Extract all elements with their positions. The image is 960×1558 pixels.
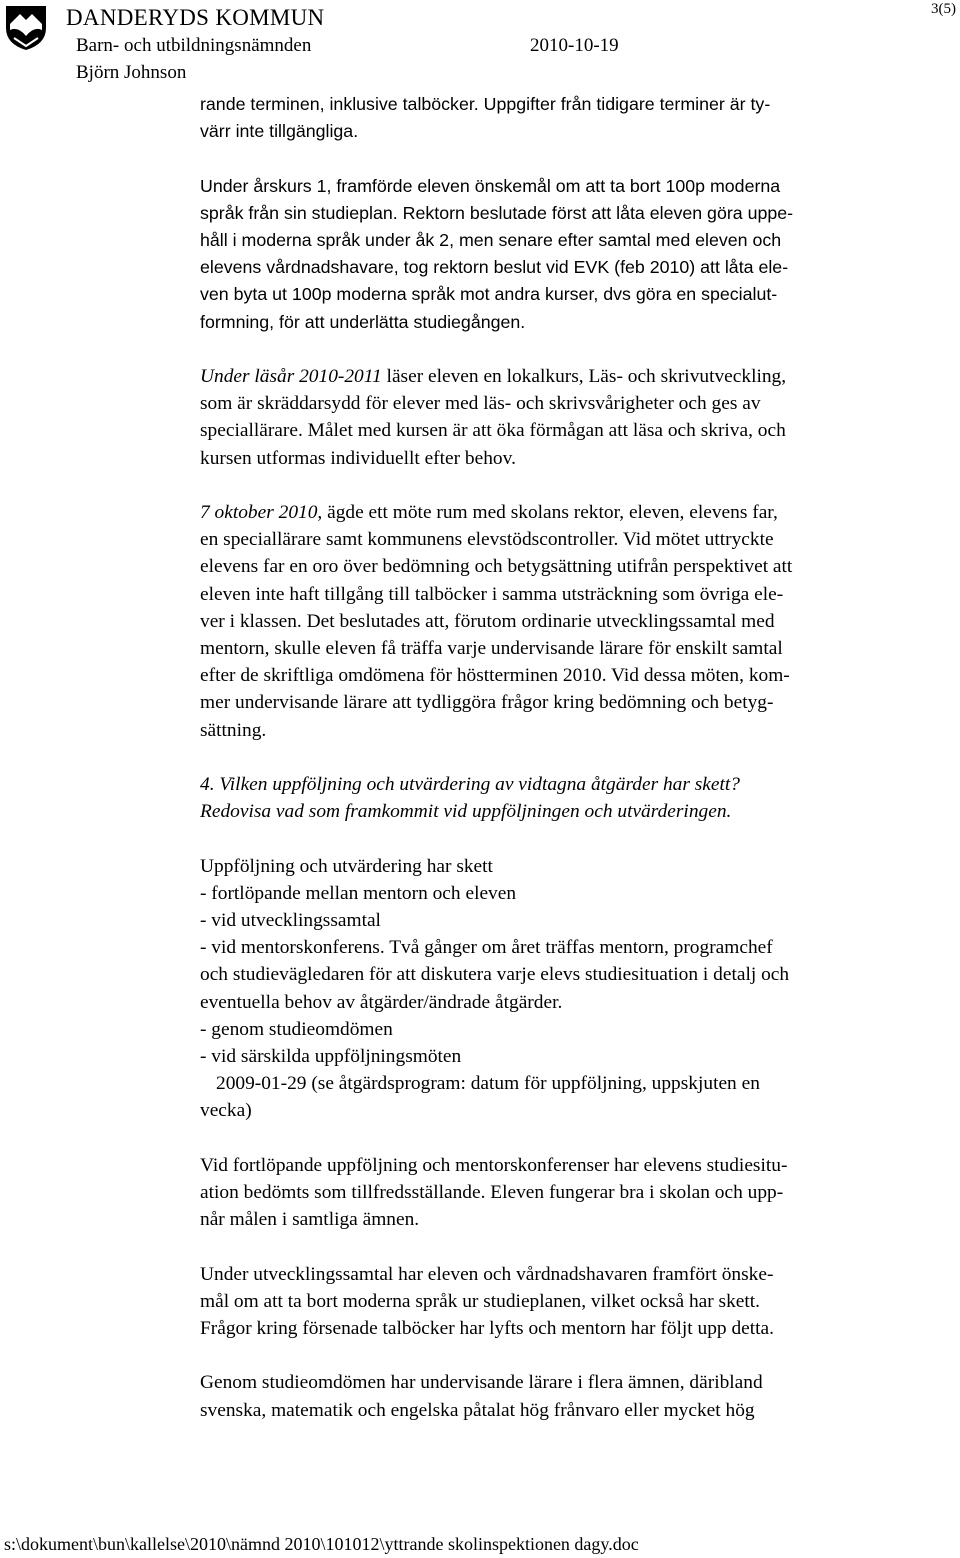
list-item: eventuella behov av åtgärder/ändrade åtgärder. bbox=[200, 991, 563, 1013]
paragraph-line: Genom studieomdömen har undervisande lärare i flera ämnen, däribland bbox=[200, 1372, 763, 1394]
paragraph-line: mentorn, skulle eleven få träffa varje undervisande lärare för enskilt samtal bbox=[200, 638, 783, 660]
paragraph-line: formning, för att underlätta studiegången. bbox=[200, 311, 526, 332]
text-run: , ägde ett möte rum med skolans rektor, eleven, elevens far, bbox=[317, 502, 778, 523]
header-author: Björn Johnson bbox=[76, 62, 187, 83]
paragraph-line: Frågor kring försenade talböcker har lyfts och mentorn har följt upp detta. bbox=[200, 1318, 774, 1340]
footer-file-path: s:\dokument\bun\kallelse\2010\nämnd 2010\101012\yttrande skolinspektionen dagy.doc bbox=[4, 1534, 639, 1554]
list-item: - vid utvecklingssamtal bbox=[200, 910, 381, 932]
paragraph-line bbox=[200, 363, 930, 390]
paragraph-line: Under årskurs 1, framförde eleven önskemål om att ta bort 100p moderna bbox=[200, 175, 781, 196]
paragraph-line: håll i moderna språk under åk 2, men senare efter samtal med eleven och bbox=[200, 230, 782, 250]
section-heading: Redovisa vad som framkommit vid uppföljningen och utvärderingen. bbox=[200, 801, 732, 823]
paragraph-line: når målen i samtliga ämnen. bbox=[200, 1209, 420, 1231]
list-item: - genom studieomdömen bbox=[200, 1018, 393, 1040]
paragraph-line: ation bedömts som tillfredsställande. Eleven fungerar bra i skolan och upp- bbox=[200, 1182, 784, 1204]
paragraph-line: en speciallärare samt kommunens elevstödscontroller. Vid mötet uttryckte bbox=[200, 529, 774, 551]
paragraph-line: värr inte tillgängliga. bbox=[200, 121, 359, 142]
text-run: läser eleven en lokalkurs, Läs- och skrivutveckling, bbox=[381, 366, 787, 387]
paragraph-line: eleven inte haft tillgång till talböcker i samma utsträckning som övriga ele- bbox=[200, 583, 784, 605]
list-item: Uppföljning och utvärdering har skett bbox=[200, 855, 493, 877]
list-item: vecka) bbox=[200, 1100, 252, 1122]
paragraph-line: ven byta ut 100p moderna språk mot andra kurser, dvs göra en specialut- bbox=[200, 284, 778, 305]
paragraph-line bbox=[200, 200, 930, 227]
header-board-name: Barn- och utbildningsnämnden bbox=[76, 35, 312, 56]
paragraph-line: speciallärare. Målet med kursen är att öka förmågan att läsa och skriva, och bbox=[200, 420, 786, 442]
paragraph-line: svenska, matematik och engelska påtalat hög frånvaro eller mycket hög bbox=[200, 1399, 755, 1421]
section-heading: 4. Vilken uppföljning och utvärdering av vidtagna åtgärder har skett? bbox=[200, 774, 740, 796]
list-item: - vid mentorskonferens. Två gånger om året träffas mentorn, programchef bbox=[200, 937, 773, 959]
paragraph-line: kursen utformas individuellt efter behov. bbox=[200, 447, 516, 469]
municipal-crest-icon bbox=[4, 4, 48, 52]
paragraph-line bbox=[200, 499, 930, 526]
paragraph-line: mål om att ta bort moderna språk ur studieplanen, vilket också har skett. bbox=[200, 1290, 761, 1312]
text-run: Rektorn beslutade först att låta eleven göra uppe- bbox=[397, 202, 794, 223]
document-body bbox=[200, 91, 930, 1424]
paragraph-line: elevens far en oro över bedömning och betygsättning utifrån perspektivet att bbox=[200, 556, 793, 578]
paragraph-line: Vid fortlöpande uppföljning och mentorskonferenser har elevens studiesitu- bbox=[200, 1154, 788, 1176]
paragraph-line: ver i klassen. Det beslutades att, förutom ordinarie utvecklingssamtal med bbox=[200, 610, 775, 632]
italic-lead: 7 oktober 2010 bbox=[200, 502, 318, 523]
page-number: 3(5) bbox=[931, 1, 956, 17]
header-organization: DANDERYDS KOMMUN bbox=[66, 5, 325, 30]
paragraph-line: efter de skriftliga omdömena för höstterminen 2010. Vid dessa möten, kom- bbox=[200, 665, 790, 687]
text-run: språk från sin studieplan. bbox=[200, 202, 398, 223]
list-item: - fortlöpande mellan mentorn och eleven bbox=[200, 882, 517, 904]
header-date: 2010-10-19 bbox=[530, 35, 619, 56]
list-item: - vid särskilda uppföljningsmöten bbox=[200, 1046, 462, 1068]
paragraph-line: mer undervisande lärare att tydliggöra frågor kring bedömning och betyg- bbox=[200, 692, 774, 714]
list-item: 2009-01-29 (se åtgärdsprogram: datum för uppföljning, uppskjuten en bbox=[216, 1073, 760, 1095]
list-item: och studievägledaren för att diskutera varje elevs studiesituation i detalj och bbox=[200, 964, 790, 986]
paragraph-line: elevens vårdnadshavare, tog rektorn beslut vid EVK (feb 2010) att låta ele- bbox=[200, 257, 789, 278]
paragraph-line: sättning. bbox=[200, 719, 267, 741]
paragraph-line: rande terminen, inklusive talböcker. Uppgifter från tidigare terminer är ty- bbox=[200, 94, 771, 114]
italic-lead: Under läsår 2010-2011 bbox=[200, 366, 382, 387]
paragraph-line: Under utvecklingssamtal har eleven och vårdnadshavaren framfört önske- bbox=[200, 1263, 774, 1285]
paragraph-line: som är skräddarsydd för elever med läs- och skrivsvårigheter och ges av bbox=[200, 393, 761, 415]
